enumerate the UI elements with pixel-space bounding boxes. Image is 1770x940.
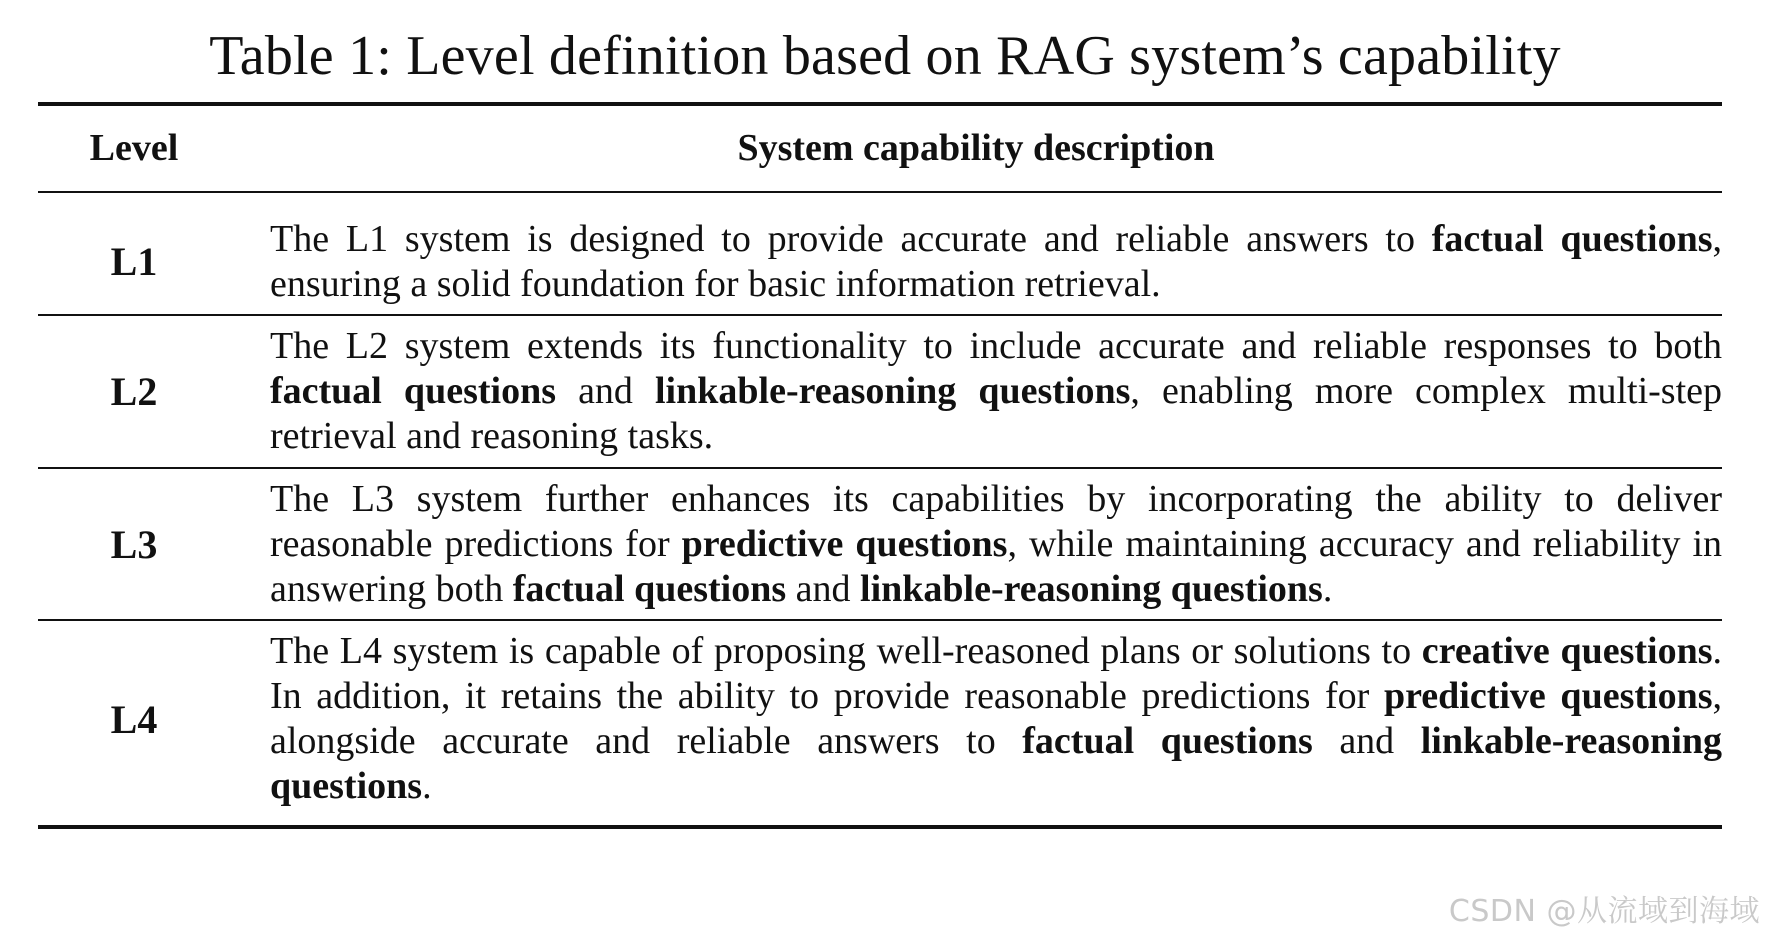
header-level: Level bbox=[89, 127, 179, 169]
desc-text: and bbox=[1312, 720, 1421, 763]
header-description: System capability description bbox=[737, 127, 1215, 169]
desc-text: . In addition, it retains the ability to provide reasonable predictions for bbox=[270, 630, 1723, 718]
row-description bbox=[230, 468, 1722, 620]
table-row-l2 bbox=[38, 315, 1722, 467]
desc-bold-term: creative questions bbox=[1421, 630, 1713, 673]
desc-text: The L2 system extends its functionality to include accurate and reliable responses to both bbox=[270, 325, 1722, 368]
desc-text: The L4 system is capable of proposing well-reasoned plans or solutions to bbox=[270, 630, 1422, 673]
row-description bbox=[230, 620, 1722, 826]
desc-text: . bbox=[1322, 567, 1333, 610]
table-header-row bbox=[38, 104, 1722, 192]
row-level-label: L4 bbox=[110, 696, 158, 742]
desc-bold-term: linkable-reasoning questions bbox=[860, 567, 1323, 610]
desc-bold-term: linkable-reasoning questions bbox=[270, 720, 1723, 807]
row-level-label: L2 bbox=[110, 369, 158, 415]
desc-text: , enabling more complex multi-step retrieval and reasoning tasks. bbox=[270, 370, 1723, 458]
desc-bold-term: factual questions bbox=[1022, 720, 1313, 763]
table-row-l1 bbox=[38, 192, 1722, 316]
row-level-label: L1 bbox=[110, 239, 158, 285]
row-description bbox=[230, 192, 1722, 316]
desc-text: and bbox=[556, 370, 655, 413]
row-description bbox=[230, 315, 1722, 467]
table-row-l4 bbox=[38, 620, 1722, 826]
desc-text: , while maintaining accuracy and reliability in answering both bbox=[270, 522, 1722, 610]
desc-text: , alongside accurate and reliable answers to bbox=[270, 675, 1722, 763]
desc-text: The L1 system is designed to provide accurate and reliable answers to bbox=[270, 217, 1432, 260]
row-level-label: L3 bbox=[110, 521, 158, 567]
desc-text: and bbox=[786, 567, 861, 610]
table-row-l3 bbox=[38, 468, 1722, 620]
desc-bold-term: factual questions bbox=[270, 370, 556, 413]
desc-text: The L3 system further enhances its capabilities by incorporating the ability to deliver reasonable predictions for bbox=[270, 477, 1722, 565]
capability-table-container bbox=[38, 102, 1722, 829]
table-caption: Table 1: Level definition based on RAG system’s capability bbox=[209, 25, 1561, 87]
capability-table bbox=[38, 102, 1722, 829]
desc-text: . bbox=[422, 764, 432, 807]
watermark-text: CSDN @从流域到海域 bbox=[1448, 894, 1760, 929]
desc-text: , ensuring a solid foundation for basic information retrieval. bbox=[270, 217, 1722, 305]
desc-bold-term: predictive questions bbox=[681, 522, 1008, 565]
desc-bold-term: factual questions bbox=[1431, 217, 1713, 260]
desc-bold-term: factual questions bbox=[512, 567, 787, 610]
desc-bold-term: linkable-reasoning questions bbox=[655, 370, 1131, 413]
desc-bold-term: predictive questions bbox=[1383, 675, 1713, 718]
